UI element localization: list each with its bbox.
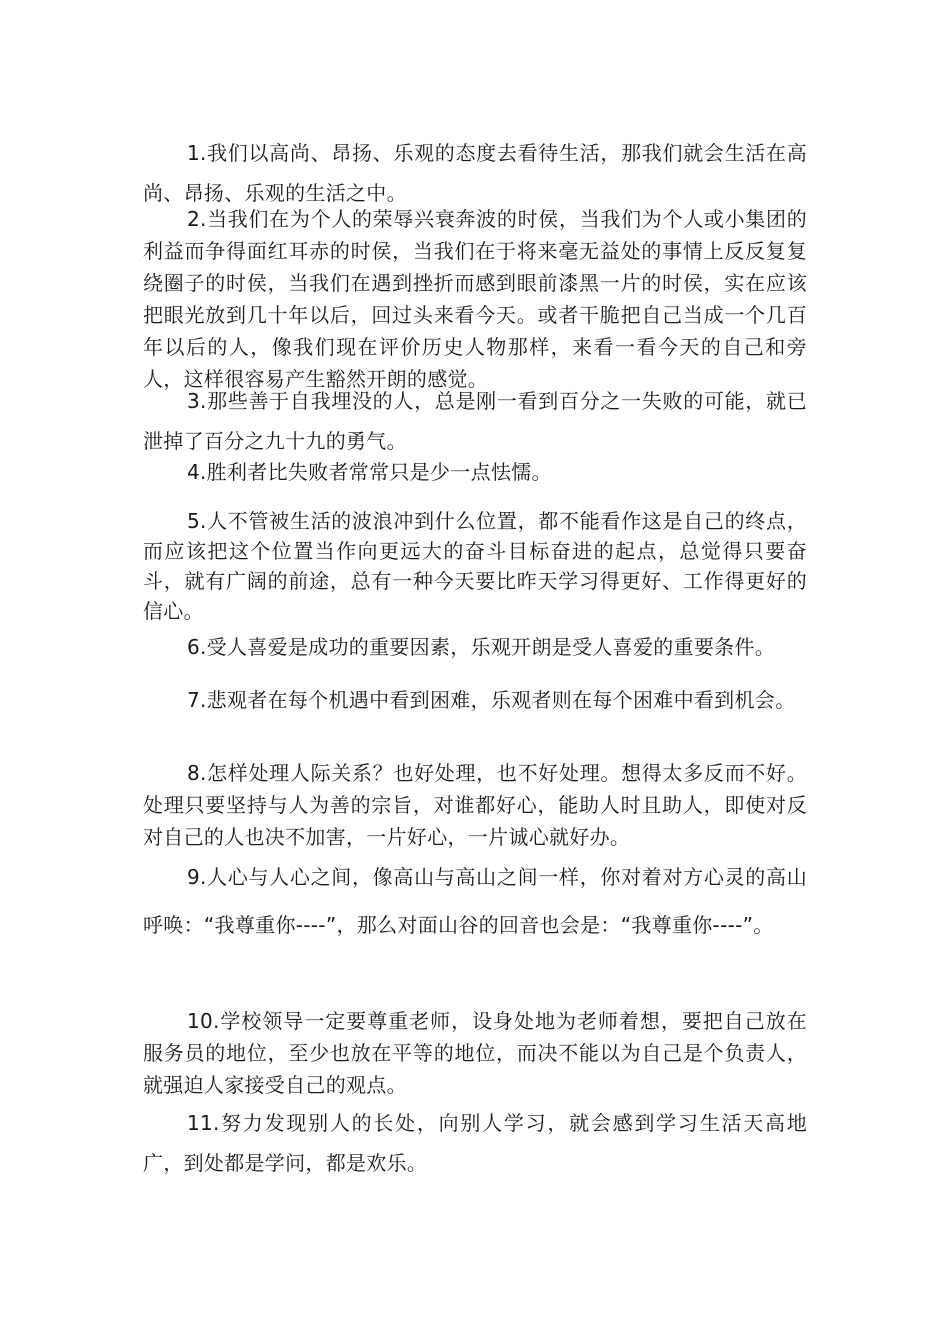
quote-paragraph-3: 3.那些善于自我埋没的人，总是刚一看到百分之一失败的可能，就已泄掉了百分之九十九的勇气。 bbox=[143, 389, 807, 453]
quote-paragraph-6: 6.受人喜爱是成功的重要因素，乐观开朗是受人喜爱的重要条件。 bbox=[187, 635, 776, 659]
quote-paragraph-7: 7.悲观者在每个机遇中看到困难，乐观者则在每个困难中看到机会。 bbox=[187, 688, 796, 712]
quote-paragraph-4: 4.胜利者比失败者常常只是少一点怯懦。 bbox=[187, 460, 552, 484]
quote-paragraph-10: 10.学校领导一定要尊重老师，设身处地为老师着想，要把自己放在服务员的地位，至少也放在平等的地位，而决不能以为自己是个负责人，就强迫人家接受自己的观点。 bbox=[143, 1009, 807, 1097]
quote-paragraph-8: 8.怎样处理人际关系？也好处理，也不好处理。想得太多反而不好。处理只要坚持与人为善的宗旨，对谁都好心，能助人时且助人，即使对反对自己的人也决不加害，一片好心，一片诚心就好办。 bbox=[143, 761, 807, 849]
quote-paragraph-11: 11.努力发现别人的长处，向别人学习，就会感到学习生活天高地广，到处都是学问，都是欢乐。 bbox=[143, 1111, 807, 1175]
quote-paragraph-5: 5.人不管被生活的波浪冲到什么位置，都不能看作这是自己的终点，而应该把这个位置当作向更远大的奋斗目标奋进的起点，总觉得只要奋斗，就有广阔的前途，总有一种今天要比昨天学习得更好、工作得更好的信心。 bbox=[143, 509, 807, 623]
quote-paragraph-2: 2.当我们在为个人的荣辱兴衰奔波的时侯，当我们为个人或小集团的利益而争得面红耳赤的时侯，当我们在于将来毫无益处的事情上反反复复绕圈子的时侯，当我们在遇到挫折而感到眼前漆黑一片的时侯，实在应该把眼光放到几十年以后，回过头来看今天。或者干脆把自己当成一个几百年以后的人，像我们现在评价历史人物那样，来看一看今天的自己和旁人，这样很容易产生豁然开朗的感觉。 bbox=[143, 207, 807, 391]
quote-paragraph-1: 1.我们以高尚、昂扬、乐观的态度去看待生活，那我们就会生活在高尚、昂扬、乐观的生活之中。 bbox=[143, 141, 807, 205]
quote-paragraph-9: 9.人心与人心之间，像高山与高山之间一样，你对着对方心灵的高山呼唤：“我尊重你----”，那么对面山谷的回音也会是：“我尊重你----”。 bbox=[143, 865, 807, 937]
